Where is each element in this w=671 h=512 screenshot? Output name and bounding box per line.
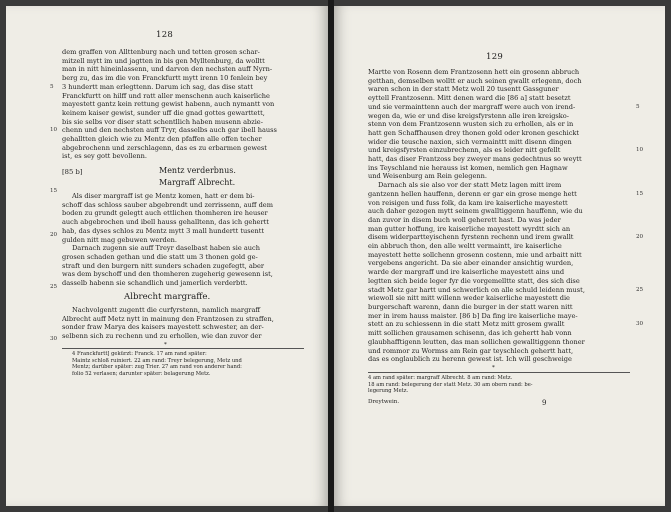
text-line: gantzenn hellen hauffenn, derenn er gar ein grose menge hett (368, 189, 577, 198)
text-line: dan zuvor in disem buch woll geherett hast. Da was jeder (368, 215, 561, 224)
text-line: dem graffen von Allttenburg nach und tetten grosen schar- (62, 48, 260, 56)
printer-signature: Dreytwein. (368, 399, 400, 405)
text-line: auch abgebrochen und ibell hauss gehalltenn, das ich gehertt (62, 218, 269, 227)
footnotes (368, 375, 533, 395)
line-number: 30 (636, 321, 644, 328)
text-line: man gutter hoffung, ire kaiserliche mayestett wyrdtt sich an (368, 224, 571, 233)
line-number: 5 (636, 103, 640, 110)
text-line: Martte von Rosenn dem Frantzosenn hett ein grosenn abbruch (368, 68, 580, 76)
footnote-line: folio 52 verlasen; darunter später: belagerung Metz. (72, 370, 211, 377)
text-line: sonder fraw Marya des kaisers mayestett schwester, an der- (62, 323, 264, 332)
text-line: das es onglaublich zu herenn gewest ist. Ich will geschweige (368, 355, 572, 364)
body-text-block (368, 68, 630, 364)
text-line: Darnach zugenn sie auff Treyr daselbast haben sie auch (72, 244, 260, 253)
asterisk-mark: * (492, 365, 495, 371)
text-line: glaubhafftigenn leutten, das man sollichen gewalltiggenn thoner (368, 337, 585, 346)
page-number: 129 (486, 52, 504, 62)
text-line: legtten sich beide leger fyr die vorgemelltte statt, des sich dise (368, 276, 580, 285)
text-line: Albrecht auff Metz nytt in mainung den Frantzosen zu straffen, (62, 314, 274, 323)
text-line: stadt Metz gar hartt und schwerlich on alle schuld leidenn must, (368, 285, 585, 294)
text-line: schoff das schloss sauber abgebrendt und zerrissenn, auff dem (62, 200, 273, 209)
footnotes (72, 351, 242, 377)
text-line: hatt gen Schaffhausen drey thonen gold oder kronen geschickt (368, 128, 580, 137)
text-line: von reisigen und fuss folk, da kam ire kaiserliche mayestett (368, 198, 568, 207)
text-line: Darnach als sie also vor der statt Metz lagen mitt irem (378, 181, 562, 190)
line-number: 10 (50, 127, 58, 134)
line-number: 25 (636, 286, 644, 293)
text-line: abgebrochenn und zerschlagenn, das es zu erbarmen gewest (62, 143, 267, 152)
line-number: 20 (636, 234, 644, 241)
text-line: vergebens angericht. Da sie aber einander ansichtig wurden, (368, 259, 574, 268)
text-line: selbenn sich zu rechenn und zu erhollen, wie dan zuvor der (62, 332, 262, 341)
line-number: 5 (50, 83, 54, 90)
text-line: wegen da, wie er und dise kreigsfyrstenn alle iren kreigsko- (368, 111, 569, 120)
text-line: warde der margraff und ire kaiserliche mayestett ains und (368, 268, 565, 277)
text-line: und sie vermainttenn auch der margraff were auch von irend- (368, 102, 576, 111)
text-line: stett an zu schiessenn in die statt Metz mitt grosem gwallt (368, 320, 565, 329)
line-number: 25 (50, 283, 58, 290)
text-line: chenn und den nechsten auff Tryr, dasselbs auch gar ibell hauss (62, 126, 277, 135)
line-number: 20 (50, 231, 58, 238)
line-number: 15 (636, 190, 644, 197)
text-line: mayestett gantz kein rettung gewist habenn, auch nymantt von (62, 100, 275, 109)
text-line: ist, es sey gott bevollenn. (62, 152, 147, 161)
folio-reference: [85 b] (62, 168, 83, 176)
text-line: burgerschaft warenn, dann die burger in der statt waren nitt (368, 302, 573, 311)
text-line: Franckfurtt on hilff und ratt aller menschenn auch kaiserliche (62, 91, 270, 100)
sheet-signature: 9 (542, 399, 547, 407)
footnote-line: legerung Metz. (368, 388, 409, 395)
text-line: hatt, das diser Frantzoss bey zweyer mans gedechtnus so weytt (368, 155, 582, 164)
body-text-block (62, 306, 304, 341)
text-line: Nachvolgentt zugentt die curfyrstenn, namlich margraff (72, 306, 261, 314)
section-heading: Mentz verderbnus. (159, 166, 236, 175)
text-line: stenn von dem Frantzosenn wusten sich zu erhollen, als er in (368, 120, 574, 129)
section-heading: Albrecht margraffe. (124, 292, 211, 302)
text-line: ein abbruch thon, den alle weltt vermaintt, ire kaiserliche (368, 242, 562, 251)
text-line: dasselb habenn sie schandlich und jamerlich verderbtt. (62, 279, 248, 288)
line-number: 10 (636, 147, 644, 154)
text-line: mitt sollichen grausamen schisenn, das ich gehertt hab vonn (368, 329, 572, 338)
footnote-rule (368, 372, 630, 373)
page-number: 128 (156, 30, 174, 40)
left-page (6, 6, 328, 506)
text-line: ins Teyschland nie herauss ist komen, nemlich gen Hagnaw (368, 163, 568, 172)
right-page (334, 6, 665, 506)
text-line: eyttell Frantzosenn. Mitt denen ward die [86 a] statt besetzt (368, 94, 571, 103)
footnote-rule (62, 348, 304, 349)
text-line: mitzell mytt im und jagtten in bis gen Mylltenburg, da wolltt (62, 56, 265, 65)
text-line: und Weisenburg am Rein gelegenn. (368, 172, 487, 181)
text-line: berg zu, das im die von Franckfurtt mytt irenn 10 fenlein bey (62, 74, 268, 83)
text-line: und kreigsfyrsten einzubrechenn, als es leider nitt gefellt (368, 146, 561, 155)
text-line: wiewoll sie nitt mitt willenn weder kaiserliche mayestett die (368, 294, 570, 303)
footnote-line: 4 Franckfurtt] gekürzt: Franck. 17 am rand später: (72, 351, 207, 357)
text-line: und rommor zu Wormss am Rein gar teyschlech gehertt hatt, (368, 346, 574, 355)
text-line: hab, das dyses schlos zu Mentz mytt 3 mall hundertt tusentt (62, 226, 265, 235)
text-line: bis sie selbs vor diser statt schentllich haben musenn abzie- (62, 117, 263, 126)
text-line: mer in irem hauss maister. [86 b] Da fing ire kaiserliche maye- (368, 311, 578, 320)
text-line: boden zu grundt gelegtt auch ettlichen thomheren ire heuser (62, 209, 268, 218)
footnote-line: 4 am rand später: margraff Albrecht. 8 am rand: Metz. (368, 375, 513, 381)
text-line: man in nitt hineinlassenn, und darvon den nechsten auff Nyrn- (62, 65, 273, 74)
text-line: auch daher gezogen mytt seinem gwalltiggenn hauffenn, wie du (368, 207, 583, 216)
text-line: grosen schaden gethan und die statt um 3 thonen gold ge- (62, 252, 258, 261)
footnote-line: Mentz; darüber später: zug Trier. 27 am rand von anderer hand: (72, 364, 242, 371)
text-line: Als diser margraff ist ge Mentz komen, hatt er dem bi- (72, 192, 255, 200)
text-line: wider die teusche naxion, sich vermainttt mitt disenn dingen (368, 137, 572, 146)
body-text-block (62, 48, 304, 161)
text-line: disem widerpartteyischenn fyrstenn rechenn und irem gwallt (368, 233, 574, 242)
asterisk-mark: * (164, 342, 167, 348)
line-number: 30 (50, 336, 58, 343)
text-line: straft und den burgern nitt sunders schaden zugefegtt, aber (62, 261, 265, 270)
text-line: was dem byschoff und den thomheren zugeherig gewesenn ist, (62, 270, 273, 279)
text-line: getthan, demselben wolltt er auch seinen gwallt erlegenn, doch (368, 76, 582, 85)
line-number: 15 (50, 188, 58, 195)
text-line: mayestett hette sollchenn grosenn costenn, mie und arbaitt nitt (368, 250, 582, 259)
section-heading: Margraff Albrecht. (159, 178, 236, 187)
text-line: 3 hundertt man erlegttenn. Darum ich sag, das dise statt (62, 82, 253, 91)
text-line: gehalltten gleich wie zu Mentz den pfaffen alle offen techer (62, 135, 262, 144)
footnote-line: Maintz schloß ruiniert. 22 am rand: Treyr belegerung, Metz und (72, 357, 242, 364)
text-line: gulden nitt mag gebuwen werden. (62, 235, 177, 244)
footnote-line: 18 am rand: belegerung der statt Metz. 30 am obern rand: be- (368, 381, 533, 388)
text-line: keinem kaiser gewist, sunder uff die gnad gottes gewarttett, (62, 108, 265, 117)
text-line: waren schon in der statt Metz woll 20 tusentt Gassguner (368, 85, 559, 94)
body-text-block (62, 192, 304, 288)
